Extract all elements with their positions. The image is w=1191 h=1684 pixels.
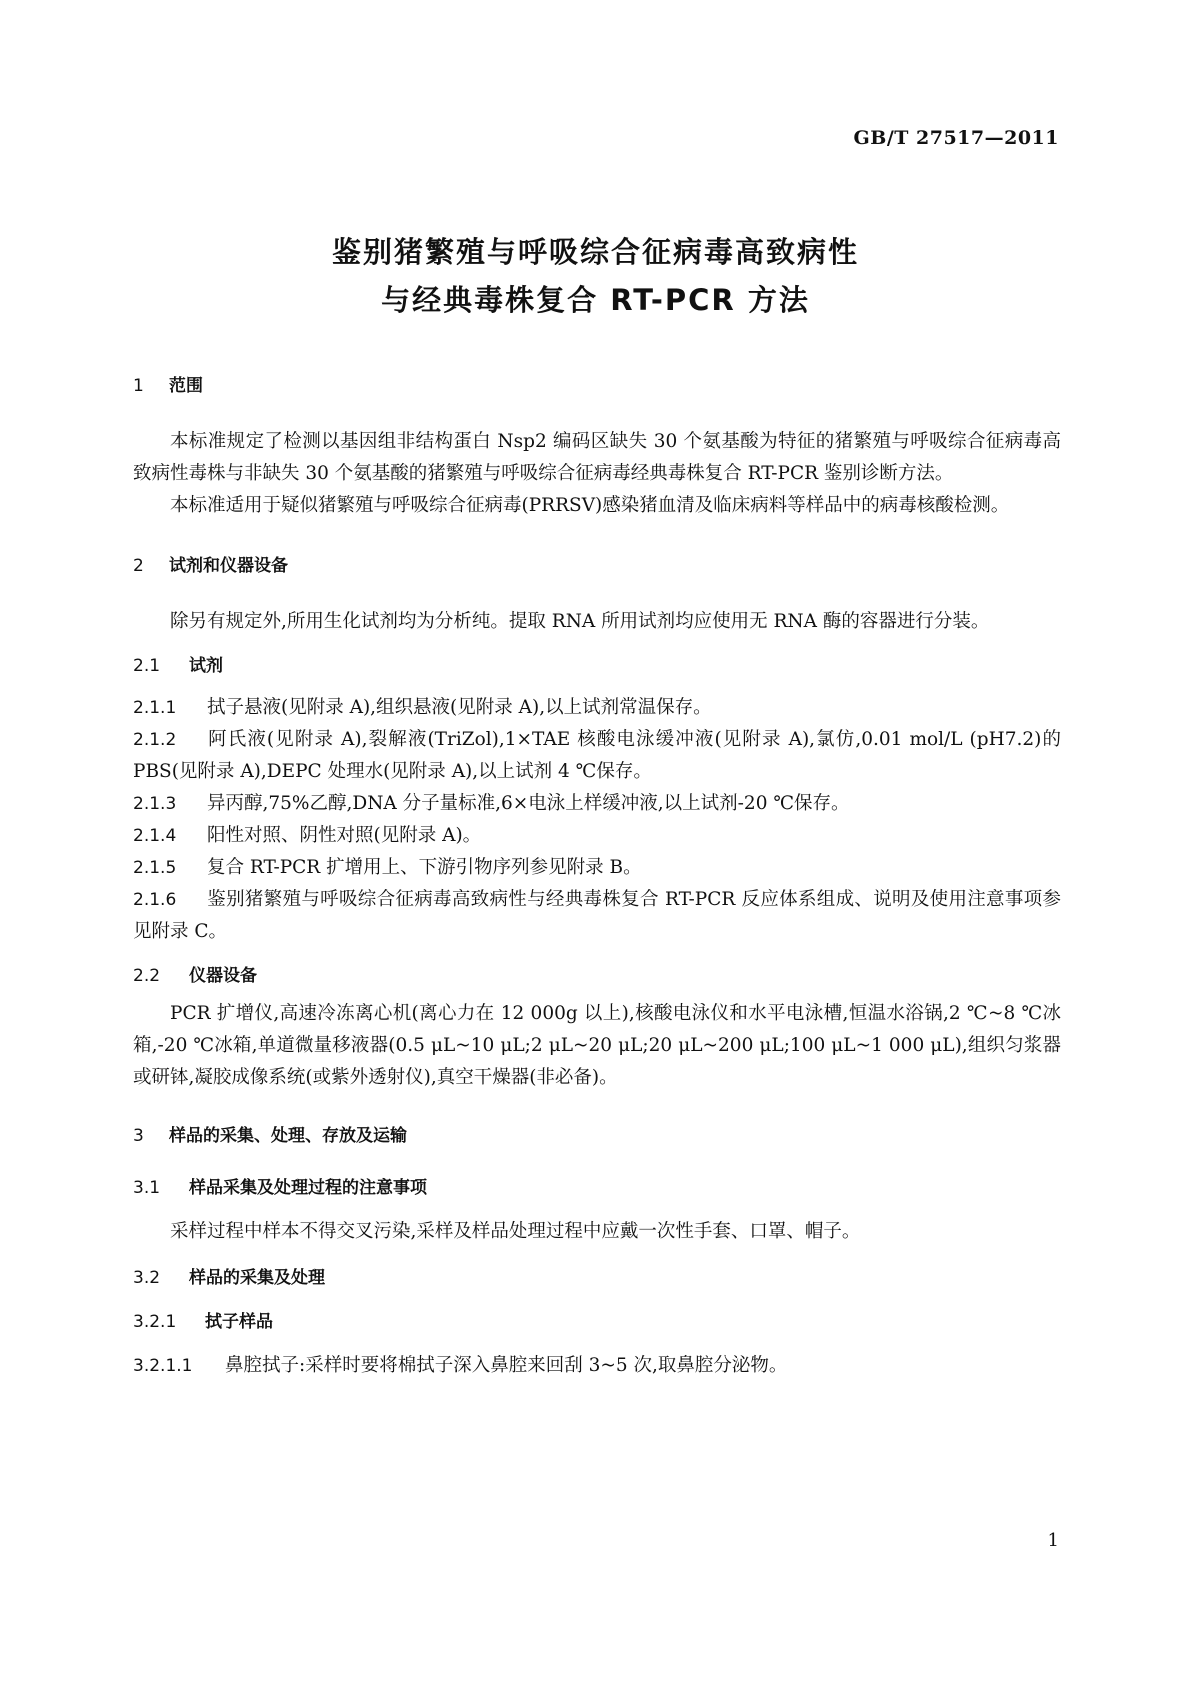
section-title: 试剂 xyxy=(189,656,223,676)
section-3-1-heading xyxy=(133,1174,1061,1202)
section-3-2-heading xyxy=(133,1264,1061,1292)
section-number: 2.1 xyxy=(133,656,161,676)
section-1-heading xyxy=(133,372,1061,400)
item-text: 异丙醇,75%乙醇,DNA 分子量标准,6×电泳上样缓冲液,以上试剂-20 ℃保存。 xyxy=(207,793,850,814)
item-number: 2.1.3 xyxy=(133,794,177,814)
item-number: 2.1.5 xyxy=(133,858,177,878)
item-text: 复合 RT-PCR 扩增用上、下游引物序列参见附录 B。 xyxy=(207,857,642,878)
item-number: 2.1.2 xyxy=(133,730,177,750)
item-text: 鼻腔拭子:采样时要将棉拭子深入鼻腔来回刮 3~5 次,取鼻腔分泌物。 xyxy=(225,1355,788,1376)
section-3-1-paragraph-1: 采样过程中样本不得交叉污染,采样及样品处理过程中应戴一次性手套、口罩、帽子。 xyxy=(170,1221,861,1242)
item-text: 拭子悬液(见附录 A),组织悬液(见附录 A),以上试剂常温保存。 xyxy=(207,697,712,718)
section-number: 1 xyxy=(133,376,144,396)
item-text: 鉴别猪繁殖与呼吸综合征病毒高致病性与经典毒株复合 RT-PCR 反应体系组成、说明及使用注意事项参见附录 C。 xyxy=(133,889,1061,942)
item-number: 3.2.1.1 xyxy=(133,1356,193,1376)
section-3-2-1-heading xyxy=(133,1308,1061,1336)
standard-number: GB/T 27517—2011 xyxy=(853,127,1059,149)
list-item xyxy=(133,724,1061,788)
document-body xyxy=(133,372,1061,1382)
section-number: 3 xyxy=(133,1126,144,1146)
title-line-2: 与经典毒株复合 RT-PCR 方法 xyxy=(381,283,810,317)
title-line-1: 鉴别猪繁殖与呼吸综合征病毒高致病性 xyxy=(331,235,859,269)
section-title: 试剂和仪器设备 xyxy=(169,556,288,576)
list-item xyxy=(133,820,1061,852)
list-item xyxy=(133,852,1061,884)
section-number: 3.1 xyxy=(133,1178,161,1198)
item-text: 阳性对照、阴性对照(见附录 A)。 xyxy=(207,825,482,846)
page-number: 1 xyxy=(1047,1530,1059,1551)
document-title xyxy=(0,228,1191,324)
section-number: 3.2.1 xyxy=(133,1312,177,1332)
section-number: 2.2 xyxy=(133,966,161,986)
section-2-2-heading xyxy=(133,962,1061,990)
section-title: 范围 xyxy=(169,376,203,396)
item-text: 阿氏液(见附录 A),裂解液(TriZol),1×TAE 核酸电泳缓冲液(见附录 A),氯仿,0.01 mol/L (pH7.2)的 PBS(见附录 A),DEPC 处理水(见附录 A),以上试剂 4 ℃保存。 xyxy=(133,729,1061,782)
section-number: 3.2 xyxy=(133,1268,161,1288)
section-2-paragraph-1: 除另有规定外,所用生化试剂均为分析纯。提取 RNA 所用试剂均应使用无 RNA 酶的容器进行分装。 xyxy=(170,611,990,632)
section-title: 样品的采集及处理 xyxy=(189,1268,325,1288)
section-3-heading xyxy=(133,1122,1061,1150)
section-title: 样品的采集、处理、存放及运输 xyxy=(169,1126,407,1146)
section-number: 2 xyxy=(133,556,144,576)
list-item xyxy=(133,884,1061,948)
section-1-paragraph-2: 本标准适用于疑似猪繁殖与呼吸综合征病毒(PRRSV)感染猪血清及临床病料等样品中的病毒核酸检测。 xyxy=(170,495,1010,516)
list-item xyxy=(133,788,1061,820)
section-2-1-heading xyxy=(133,652,1061,680)
section-title: 仪器设备 xyxy=(189,966,257,986)
section-title: 拭子样品 xyxy=(205,1312,273,1332)
section-2-heading xyxy=(133,552,1061,580)
item-number: 2.1.1 xyxy=(133,698,177,718)
list-item xyxy=(133,692,1061,724)
section-title: 样品采集及处理过程的注意事项 xyxy=(189,1178,427,1198)
section-2-2-paragraph-1: PCR 扩增仪,高速冷冻离心机(离心力在 12 000g 以上),核酸电泳仪和水平电泳槽,恒温水浴锅,2 ℃~8 ℃冰箱,-20 ℃冰箱,单道微量移液器(0.5 μL~10 μL;2 μL~20 μL;20 μL~200 μL;100 μL~1 000 μL),组织匀浆器或研钵,凝胶成像系统(或紫外透射仪),真空干燥器(非必备)。 xyxy=(133,1003,1061,1088)
item-number: 2.1.6 xyxy=(133,890,177,910)
item-number: 2.1.4 xyxy=(133,826,177,846)
section-1-paragraph-1: 本标准规定了检测以基因组非结构蛋白 Nsp2 编码区缺失 30 个氨基酸为特征的猪繁殖与呼吸综合征病毒高致病性毒株与非缺失 30 个氨基酸的猪繁殖与呼吸综合征病毒经典毒株复合 RT-PCR 鉴别诊断方法。 xyxy=(133,431,1061,484)
list-item xyxy=(133,1350,1061,1382)
